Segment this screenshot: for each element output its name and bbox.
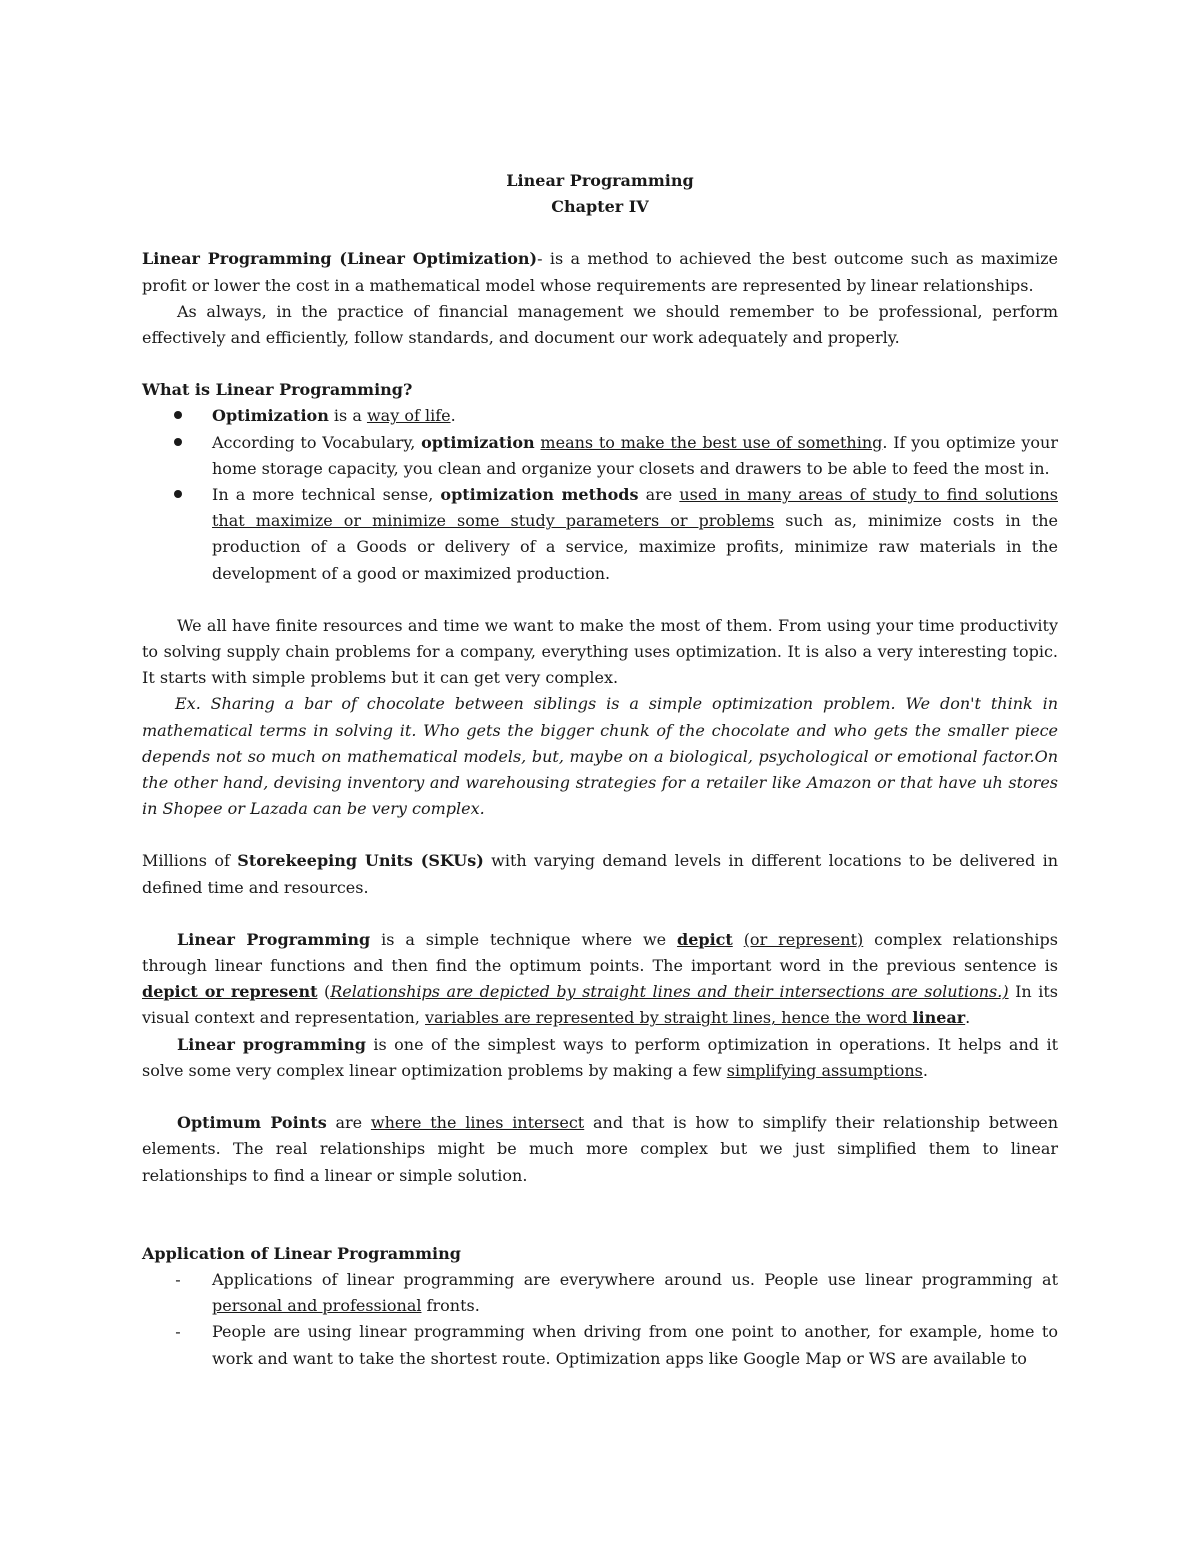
chapter-heading: Chapter IV <box>551 197 649 217</box>
lp-definition-paragraph: Linear Programming is a simple technique where we depict (or represent) complex relationships through linear functions and then find the optimum points. The important word in the previous sentence is depict or represent (Relationships are depicted by straight lines and their intersections are solutions.) In its visual context and representation, variables are represented by straight lines, hence the word linear. <box>142 929 1058 1028</box>
lp-simple-paragraph: Linear programming is one of the simplest ways to perform optimization in operations. It helps and it solve some very complex linear optimization problems by making a few simplifying assumptions. <box>142 1034 1058 1080</box>
what-is-list <box>142 403 1058 586</box>
application-heading: Application of Linear Programming <box>142 1243 461 1263</box>
document-body <box>142 168 1058 1372</box>
bullet-icon <box>174 438 182 446</box>
dash-icon: - <box>175 1269 181 1289</box>
list-item: In a more technical sense, optimization methods are used in many areas of study to find solutions that maximize or minimize some study parameters or problems such as, minimize costs in the production of a Goods or delivery of a service, maximize profits, minimize raw materials in the development of a good or maximized production. <box>142 482 1058 587</box>
list-item: - Applications of linear programming are everywhere around us. People use linear programming at personal and professional fronts. <box>142 1267 1058 1319</box>
list-item: According to Vocabulary, optimization means to make the best use of something. If you optimize your home storage capacity, you clean and organize your closets and drawers to be able to feed the most in. <box>142 430 1058 482</box>
list-item: - People are using linear programming when driving from one point to another, for example, home to work and want to take the shortest route. Optimization apps like Google Map or WS are available to <box>142 1319 1058 1371</box>
document-title: Linear Programming <box>506 171 694 190</box>
example-paragraph: Ex. Sharing a bar of chocolate between siblings is a simple optimization problem. We don't think in mathematical terms in solving it. Who gets the bigger chunk of the chocolate and who gets the smaller piece depends not so much on mathematical models, but, maybe on a biological, psychological or emotional factor.On the other hand, devising inventory and warehousing strategies for a retailer like Amazon or that have uh stores in Shopee or Lazada can be very complex. <box>142 694 1058 819</box>
intro-paragraph <box>142 246 1058 298</box>
dash-icon: - <box>175 1322 181 1342</box>
skus-paragraph: Millions of Storekeeping Units (SKUs) with varying demand levels in different locations to be delivered in defined time and resources. <box>142 851 1059 897</box>
bullet-icon <box>174 490 182 498</box>
reminder-paragraph: As always, in the practice of financial management we should remember to be professional, perform effectively and efficiently, follow standards, and document our work adequately and properly. <box>142 301 1058 348</box>
finite-paragraph: We all have finite resources and time we want to make the most of them. From using your time productivity to solving supply chain problems for a company, everything uses optimization. It is also a very interesting topic. It starts with simple problems but it can get very complex. <box>142 615 1058 688</box>
intro-definition: - is a method to achieved the best outcome such as maximize profit or lower the cost in a mathematical model whose requirements are represented by linear relationships. <box>142 249 1058 295</box>
optimum-paragraph: Optimum Points are where the lines intersect and that is how to simplify their relationship between elements. The real relationships might be much more complex but we just simplified them to linear relationships to find a linear or simple solution. <box>142 1113 1059 1185</box>
intro-term: Linear Programming (Linear Optimization) <box>142 249 538 269</box>
list-item: Optimization is a way of life. <box>142 403 1058 429</box>
application-list <box>142 1267 1058 1372</box>
bullet-icon <box>174 411 182 419</box>
what-is-heading: What is Linear Programming? <box>142 380 413 400</box>
